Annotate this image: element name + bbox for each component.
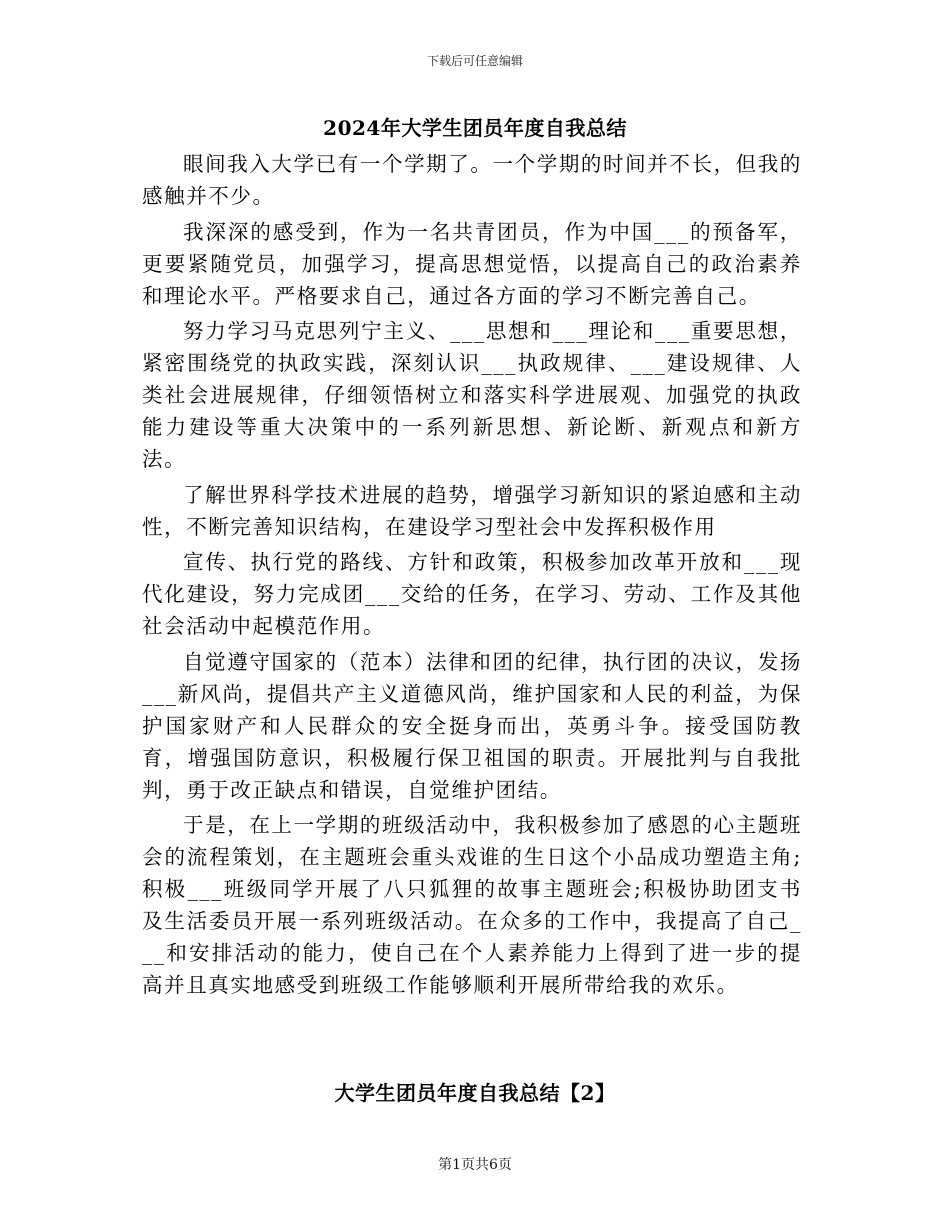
page-footer: 第1页共6页 bbox=[438, 1157, 512, 1173]
header-note: 下载后可任意编辑 bbox=[426, 54, 523, 68]
document-title: 2024年大学生团员年度自我总结 bbox=[323, 116, 627, 140]
paragraph: 于是，在上一学期的班级活动中，我积极参加了感恩的心主题班会的流程策划，在主题班会重头戏谁的生日这个小品成功塑造主角;积极___班级同学开展了八只狐狸的故事主题班会;积极协助团支书及生活委员开展一系列班级活动。在众多的工作中，我提高了自己___和安排活动的能力，使自己在个人素养能力上得到了进一步的提高并且真实地感受到班级工作能够顺利开展所带给我的欢乐。 bbox=[142, 813, 802, 997]
paragraph: 宣传、执行党的路线、方针和政策，积极参加改革开放和___现代化建设，努力完成团___交给的任务，在学习、劳动、工作及其他社会活动中起模范作用。 bbox=[142, 550, 802, 638]
paragraph: 努力学习马克思列宁主义、___思想和___理论和___重要思想，紧密围绕党的执政实践，深刻认识___执政规律、___建设规律、人类社会进展规律，仔细领悟树立和落实科学进展观、加强党的执政能力建设等重大决策中的一系列新思想、新论断、新观点和新方法。 bbox=[142, 319, 802, 471]
paragraph: 眼间我入大学已有一个学期了。一个学期的时间并不长，但我的感触并不少。 bbox=[142, 152, 802, 208]
paragraph: 自觉遵守国家的（范本）法律和团的纪律，执行团的决议，发扬___新风尚，提倡共产主义道德风尚，维护国家和人民的利益，为保护国家财产和人民群众的安全挺身而出，英勇斗争。接受国防教育，增强国防意识，积极履行保卫祖国的职责。开展批判与自我批判，勇于改正缺点和错误，自觉维护团结。 bbox=[142, 649, 802, 802]
document-body bbox=[142, 148, 802, 1001]
section-title: 大学生团员年度自我总结【2】 bbox=[334, 1081, 616, 1105]
paragraph: 我深深的感受到，作为一名共青团员，作为中国___的预备军，更要紧随党员，加强学习，提高思想觉悟，以提高自己的政治素养和理论水平。严格要求自己，通过各方面的学习不断完善自己。 bbox=[142, 219, 802, 308]
paragraph: 了解世界科学技术进展的趋势，增强学习新知识的紧迫感和主动性，不断完善知识结构，在建设学习型社会中发挥积极作用 bbox=[142, 482, 802, 539]
